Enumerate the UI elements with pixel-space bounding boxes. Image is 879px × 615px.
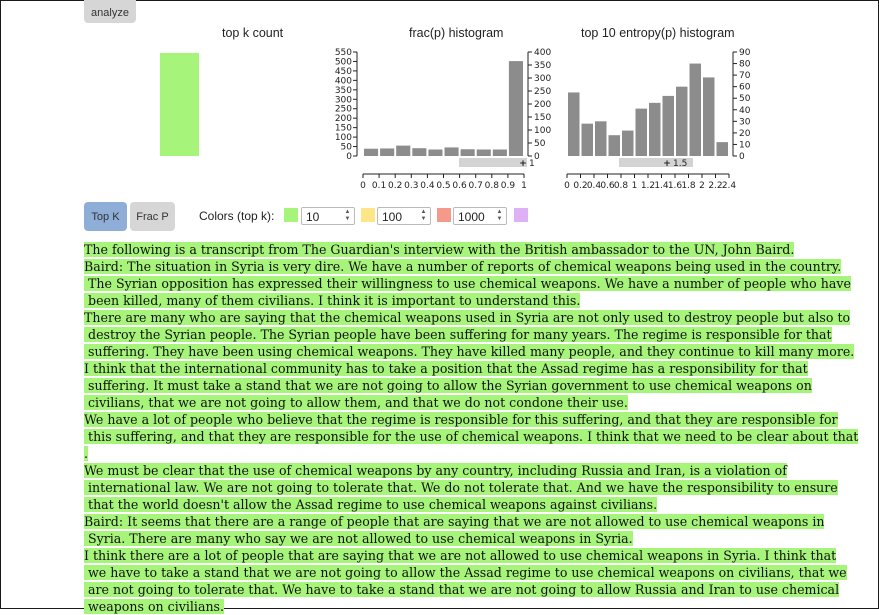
transcript-line-text: Baird: It seems that there are a range of people that are saying that we are not allowed to use chemical weapons in bbox=[84, 514, 825, 529]
transcript-line-text: There are many who are saying that the chemical weapons used in Syria are not only used to destroy people but also to bbox=[84, 310, 851, 325]
x-tick-label: 0.2 bbox=[573, 181, 588, 191]
top10-threshold-value: 10 bbox=[306, 210, 320, 224]
transcript-line bbox=[84, 309, 851, 326]
histogram-bar bbox=[663, 96, 675, 156]
y-tick-label-left: 250 bbox=[334, 104, 352, 115]
histogram-bar bbox=[364, 149, 378, 156]
transcript-line bbox=[84, 241, 844, 258]
histogram-bar bbox=[595, 121, 607, 156]
y-tick-label-right: 100 bbox=[534, 126, 552, 136]
y-tick-label-right: 300 bbox=[534, 74, 552, 84]
top-k-mode-button[interactable]: Top K bbox=[84, 202, 127, 231]
transcript-line bbox=[84, 445, 844, 462]
x-tick-label: 1.4 bbox=[654, 181, 669, 191]
y-tick-label-left: 500 bbox=[334, 57, 352, 68]
transcript-line bbox=[84, 428, 859, 445]
y-tick-label-left: 350 bbox=[334, 85, 352, 96]
x-tick-label: 0.8 bbox=[484, 181, 499, 191]
transcript-line-text: suffering. They have been using chemical weapons. They have killed many people, and they continue to kill many more. bbox=[84, 344, 855, 359]
histogram-bar bbox=[445, 147, 459, 156]
transcript-line bbox=[84, 581, 844, 598]
frac-p-mode-button[interactable]: Frac P bbox=[130, 202, 175, 231]
histogram-bar bbox=[609, 135, 621, 156]
x-tick-label: 0 bbox=[360, 181, 366, 191]
slider-value-label: 1 bbox=[529, 159, 535, 169]
histogram-bar bbox=[690, 64, 702, 156]
topk-count-title: top k count bbox=[222, 26, 284, 40]
top100-threshold-input[interactable] bbox=[377, 207, 431, 225]
slider-handle-icon: + bbox=[519, 159, 527, 169]
histogram-bar bbox=[636, 109, 648, 156]
colors-label: Colors (top k): bbox=[199, 209, 275, 223]
histogram-bar bbox=[649, 103, 661, 156]
x-tick-label: 0.9 bbox=[500, 181, 516, 191]
transcript-line-text: this suffering, and that they are responsible for the use of chemical weapons. I think that we need to be clear about that bbox=[84, 429, 859, 444]
transcript-line bbox=[84, 360, 844, 377]
x-tick-label: 0.7 bbox=[468, 181, 483, 191]
y-tick-label-left: 200 bbox=[334, 114, 352, 125]
y-tick-label-left: 50 bbox=[340, 142, 352, 153]
x-tick-label: 2.4 bbox=[721, 181, 737, 191]
transcript-line bbox=[84, 479, 844, 496]
transcript-line-text: are not going to tolerate that. We have to take a stand that we are not going to allow Russia and Iran to use chemical bbox=[84, 582, 840, 597]
transcript-line-text: we have to take a stand that we are not going to allow the Assad regime to use chemical weapons on civilians, that we bbox=[84, 565, 847, 580]
transcript-line bbox=[84, 326, 844, 343]
x-tick-label: 0.4 bbox=[586, 181, 602, 191]
frac-histogram-chart bbox=[300, 40, 560, 200]
transcript-line bbox=[84, 377, 844, 394]
histogram-bar bbox=[717, 142, 729, 156]
y-tick-label-right: 50 bbox=[739, 94, 751, 105]
y-tick-label-right: 70 bbox=[739, 71, 751, 82]
y-tick-label-right: 90 bbox=[739, 48, 751, 58]
transcript-line bbox=[84, 411, 844, 428]
transcript-line bbox=[84, 513, 844, 530]
histogram-bar bbox=[622, 131, 634, 156]
threshold-slider-track bbox=[459, 158, 527, 167]
transcript-line bbox=[84, 598, 844, 615]
histogram-bar bbox=[509, 61, 523, 156]
transcript-line-text: . bbox=[84, 446, 89, 461]
y-tick-label-right: 350 bbox=[534, 61, 552, 71]
x-tick-label: 2.2 bbox=[708, 181, 723, 191]
x-tick-label: 0.6 bbox=[600, 181, 615, 191]
histogram-bar bbox=[676, 87, 688, 156]
x-tick-label: 0.4 bbox=[420, 181, 435, 191]
spinner-arrows-icon[interactable]: ▲ ▼ bbox=[344, 209, 351, 222]
histogram-bar bbox=[396, 146, 410, 156]
histogram-bar bbox=[380, 148, 394, 156]
y-tick-label-right: 150 bbox=[534, 113, 552, 123]
y-tick-label-right: 250 bbox=[534, 87, 552, 97]
y-tick-label-left: 550 bbox=[334, 48, 352, 58]
color-swatch-top100[interactable] bbox=[361, 208, 375, 222]
y-tick-label-right: 80 bbox=[739, 59, 751, 70]
histogram-bar bbox=[412, 148, 426, 156]
x-tick-label: 0.1 bbox=[371, 181, 387, 191]
y-tick-label-right: 40 bbox=[739, 105, 751, 116]
y-tick-label-left: 150 bbox=[334, 123, 352, 134]
transcript-line bbox=[84, 547, 844, 564]
color-swatch-top10[interactable] bbox=[284, 208, 298, 222]
y-tick-label-right: 0 bbox=[534, 152, 540, 162]
top100-threshold-value: 100 bbox=[382, 210, 403, 224]
y-tick-label-left: 400 bbox=[334, 76, 352, 87]
transcript-line-text: weapons on civilians. bbox=[84, 599, 225, 614]
transcript-line bbox=[84, 496, 844, 513]
x-tick-label: 0 bbox=[564, 181, 570, 191]
spinner-arrows-icon[interactable]: ▲ ▼ bbox=[420, 209, 427, 222]
y-tick-label-left: 100 bbox=[334, 133, 352, 144]
y-tick-label-right: 10 bbox=[739, 140, 751, 151]
transcript-line bbox=[84, 292, 844, 309]
y-tick-label-right: 50 bbox=[534, 139, 546, 149]
transcript-line-text: We must be clear that the use of chemical weapons by any country, including Russia and Iran, is a violation of bbox=[84, 463, 787, 478]
transcript-line bbox=[84, 564, 847, 581]
histogram-bar bbox=[582, 124, 594, 156]
y-tick-label-right: 60 bbox=[739, 82, 751, 93]
x-tick-label: 0.3 bbox=[404, 181, 419, 191]
transcript-line-text: civilians, that we are not going to allow them, and that we do not condone their use. bbox=[84, 395, 628, 410]
x-tick-label: 2 bbox=[699, 181, 705, 191]
transcript-line bbox=[84, 530, 844, 547]
transcript-line bbox=[84, 258, 844, 275]
slider-handle-icon: + bbox=[663, 159, 671, 169]
entropy-histogram-title: top 10 entropy(p) histogram bbox=[581, 26, 735, 40]
x-tick-label: 0.5 bbox=[436, 181, 451, 191]
y-tick-label-right: 20 bbox=[739, 128, 751, 139]
histogram-bar bbox=[703, 77, 715, 156]
histogram-bar bbox=[493, 150, 507, 157]
entropy-histogram-chart bbox=[555, 40, 755, 200]
x-tick-label: 0.6 bbox=[452, 181, 467, 191]
color-swatch-top1000[interactable] bbox=[437, 208, 451, 222]
top10-threshold-input[interactable] bbox=[301, 207, 355, 225]
transcript-line bbox=[84, 275, 851, 292]
x-tick-label: 1.2 bbox=[640, 181, 656, 191]
transcript-line-text: Syria. There are many who say we are not allowed to use chemical weapons in Syria. bbox=[84, 531, 633, 546]
y-tick-label-right: 0 bbox=[739, 152, 745, 162]
histogram-bar bbox=[568, 92, 580, 156]
transcript-line-text: I think that the international community has to take a position that the Assad regime has a responsibility for that bbox=[84, 361, 808, 376]
top1000-threshold-input[interactable] bbox=[453, 207, 507, 225]
slider-value-label: 1.5 bbox=[673, 159, 688, 169]
histogram-bar bbox=[477, 150, 491, 157]
transcript-line-text: We have a lot of people who believe that the regime is responsible for this suffering, and that they are responsible for bbox=[84, 412, 838, 427]
transcript-line-text: been killed, many of them civilians. I think it is important to understand this. bbox=[84, 293, 581, 308]
spinner-arrows-icon[interactable]: ▲ ▼ bbox=[496, 209, 503, 222]
transcript-line-text: I think there are a lot of people that are saying that we are not allowed to use chemical weapons in Syria. I think that bbox=[84, 548, 837, 563]
transcript-line-text: destroy the Syrian people. The Syrian people have been suffering for many years. The regime is responsible for that bbox=[84, 327, 832, 342]
transcript-line-text: The following is a transcript from The Guardian's interview with the British ambassador to the UN, John Baird. bbox=[84, 242, 795, 257]
y-tick-label-left: 0 bbox=[346, 152, 352, 162]
x-tick-label: 0.2 bbox=[388, 181, 403, 191]
top1000-threshold-value: 1000 bbox=[458, 210, 485, 224]
y-tick-label-left: 300 bbox=[334, 95, 352, 106]
topk-count-bar bbox=[160, 53, 199, 156]
analyze-button[interactable]: analyze bbox=[84, 0, 136, 23]
transcript-text bbox=[84, 241, 859, 615]
y-tick-label-right: 200 bbox=[534, 100, 552, 110]
transcript-line bbox=[84, 462, 844, 479]
x-tick-label: 1.8 bbox=[681, 181, 696, 191]
x-tick-label: 0.8 bbox=[613, 181, 629, 191]
color-swatch-rest[interactable] bbox=[514, 208, 528, 222]
x-tick-label: 1 bbox=[631, 181, 638, 191]
x-tick-label: 1.6 bbox=[667, 181, 683, 191]
transcript-line bbox=[84, 394, 844, 411]
y-tick-label-left: 450 bbox=[334, 66, 352, 77]
y-tick-label-right: 400 bbox=[534, 48, 552, 58]
y-tick-label-right: 30 bbox=[739, 117, 751, 128]
transcript-line-text: Baird: The situation in Syria is very dire. We have a number of reports of chemical weapons being used in the country. bbox=[84, 259, 842, 274]
transcript-line-text: international law. We are not going to tolerate that. We do not tolerate that. And we have the responsibility to ensure bbox=[84, 480, 838, 495]
frac-histogram-title: frac(p) histogram bbox=[409, 26, 504, 40]
histogram-bar bbox=[461, 149, 475, 156]
transcript-line-text: The Syrian opposition has expressed their willingness to use chemical weapons. We have a number of people who have bbox=[84, 276, 851, 291]
transcript-line bbox=[84, 343, 855, 360]
transcript-line-text: suffering. It must take a stand that we are not going to allow the Syrian government to use chemical weapons on bbox=[84, 378, 812, 393]
transcript-line-text: that the world doesn't allow the Assad regime to use chemical weapons against civilians. bbox=[84, 497, 658, 512]
histogram-bar bbox=[428, 150, 442, 157]
x-tick-label: 1 bbox=[521, 181, 527, 191]
